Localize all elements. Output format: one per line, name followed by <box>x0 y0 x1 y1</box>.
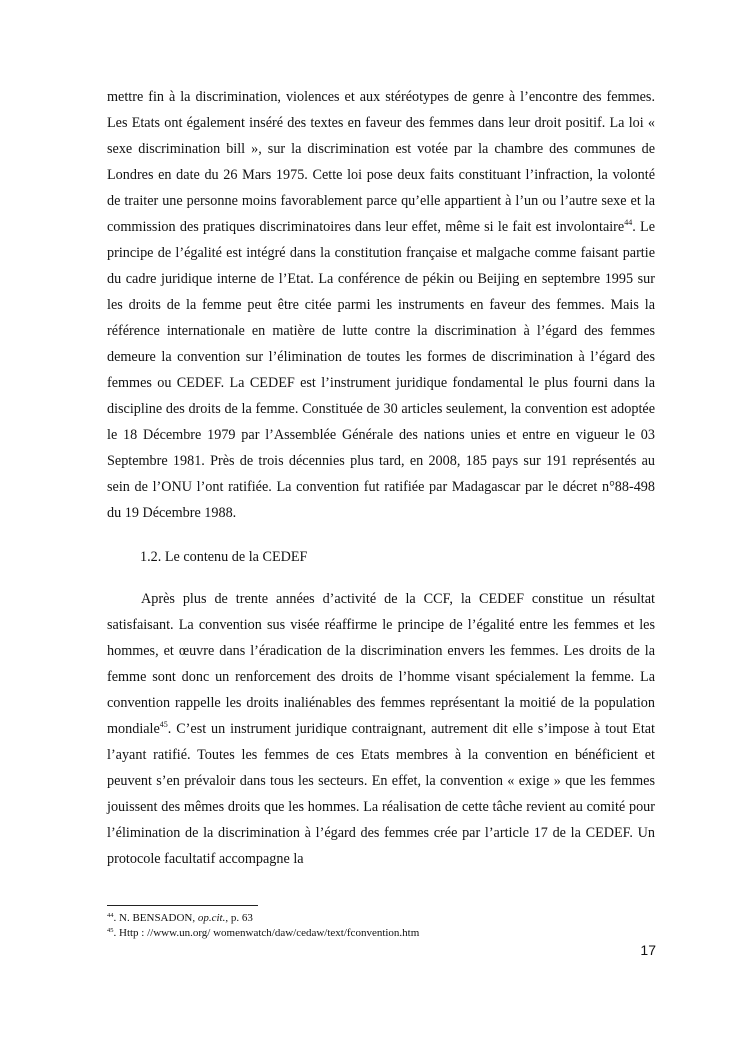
paragraph-1 <box>107 84 655 526</box>
page-number: 17 <box>640 942 656 958</box>
paragraph-1-text-a: mettre fin à la discrimination, violences et aux stéréotypes de genre à l’encontre des femmes. Les Etats ont également inséré des textes en faveur des femmes dans leur droit positif. La loi « sexe discrimination bill », sur la discrimination est votée par la chambre des communes de Londres en date du 26 Mars 1975. Cette loi pose deux faits constituant l’infraction, la volonté de traiter une personne moins favorablement parce qu’elle appartient à l’un ou l’autre sexe et la commission des pratiques discriminatoires dans leur effet, même si le fait est involontaire <box>107 89 655 235</box>
paragraph-2 <box>107 586 655 872</box>
footnote-number: 45 <box>107 927 114 934</box>
section-heading: 1.2. Le contenu de la CEDEF <box>140 549 308 565</box>
footnote-44 <box>107 911 655 926</box>
footnote-text-after: , p. 63 <box>225 912 253 924</box>
footnote-number: 44 <box>107 912 114 919</box>
paragraph-2-text-a: Après plus de trente années d’activité de la CCF, la CEDEF constitue un résultat satisfaisant. La convention sus visée réaffirme le principe de l’égalité entre les femmes et les hommes, et œuvre dans l’éradication de la discrimination envers les femmes. Les droits de la femme sont donc un renforcement des droits de l’homme visant spécialement la femme. La convention rappelle les droits inaliénables des femmes représentant la moitié de la population mondiale <box>107 591 655 737</box>
footnote-citation-italic: op.cit. <box>197 912 226 924</box>
footnote-ref-44[interactable]: 44 <box>624 218 633 227</box>
document-body <box>107 84 655 872</box>
footnote-separator <box>107 905 258 906</box>
footnote-link-text[interactable]: . Http : //www.un.org/ womenwatch/daw/cedaw/text/fconvention.htm <box>113 927 420 939</box>
paragraph-1-text-b: . Le principe de l’égalité est intégré dans la constitution française et malgache comme faisant partie du cadre juridique interne de l’Etat. La conférence de pékin ou Beijing en septembre 1995 sur les droits de la femme peut être citée parmi les instruments en faveur des femmes. Mais la référence internationale en matière de lutte contre la discrimination à l’égard des femmes demeure la convention sur l’élimination de toutes les formes de discrimination à l’égard des femmes ou CEDEF. La CEDEF est l’instrument juridique fondamental le plus fourni dans la discipline des droits de la femme. Constituée de 30 articles seulement, la convention est adoptée le 18 Décembre 1979 par l’Assemblée Générale des nations unies et entre en vigueur le 03 Septembre 1981. Près de trois décennies plus tard, en 2008, 185 pays sur 191 représentés au sein de l’ONU l’ont ratifiée. La convention fut ratifiée par Madagascar par le décret n°88-498 du 19 Décembre 1988. <box>107 219 655 521</box>
paragraph-2-text-b: . C’est un instrument juridique contraignant, autrement dit elle s’impose à tout Etat l’ayant ratifié. Toutes les femmes de ces Etats membres à la convention en bénéficient et peuvent s’en prévaloir dans tous les secteurs. En effet, la convention « exige » que les femmes jouissent des mêmes droits que les hommes. La réalisation de cette tâche revient au comité pour l’élimination de la discrimination à l’égard des femmes crée par l’article 17 de la CEDEF. Un protocole facultatif accompagne la <box>107 721 655 867</box>
footnotes <box>107 911 655 941</box>
footnote-text: . N. BENSADON, <box>113 912 198 924</box>
footnote-ref-45[interactable]: 45 <box>159 720 168 729</box>
footnote-45 <box>107 926 655 941</box>
